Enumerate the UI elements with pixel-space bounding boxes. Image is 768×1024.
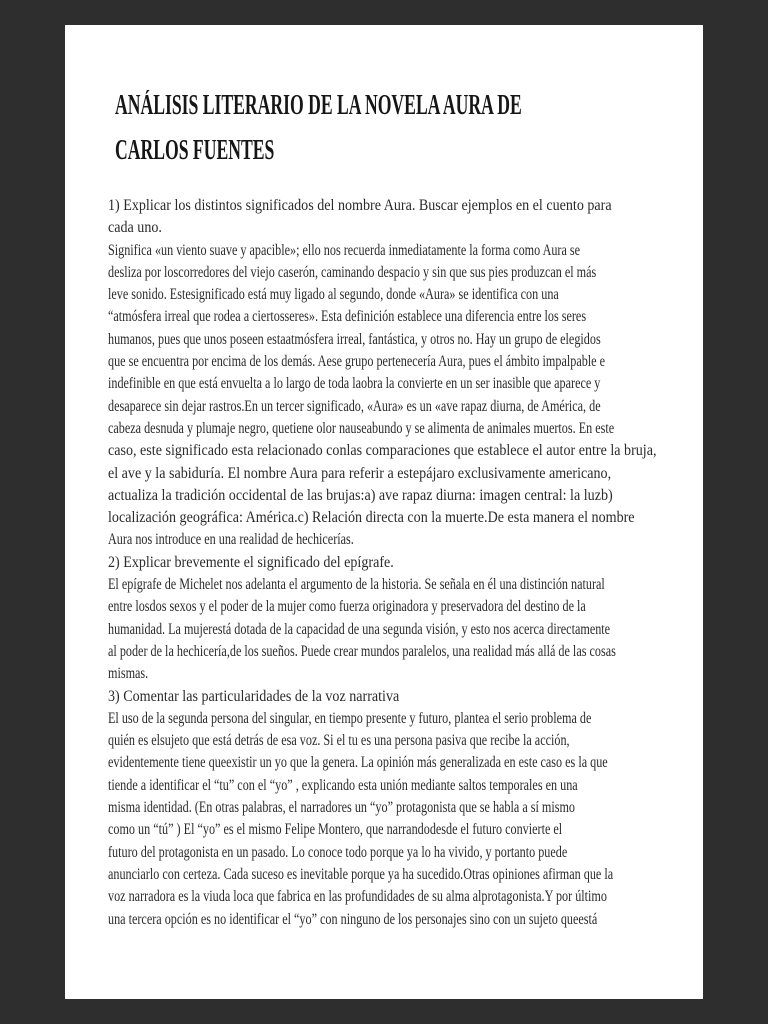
text-line: Significa «un viento suave y apacible»; ello nos recuerda inmediatamente la forma como Aura se [108,241,581,259]
document-title-line-2: CARLOS FUENTES [115,135,275,166]
text-line: futuro del protagonista en un pasado. Lo conoce todo porque ya lo ha vivido, y portanto puede [108,843,568,861]
text-line: humanidad. La mujerestá dotada de la capacidad de una segunda visión, y esto nos acerca directamente [108,620,611,638]
text-line: evidentemente tiene queexistir un yo que la genera. La opinión más generalizada en este caso es la que [108,754,608,772]
text-line: anunciarlo con certeza. Cada suceso es inevitable porque ya ha sucedido.Otras opiniones afirman que la [108,865,614,883]
text-line: el ave y la sabiduría. El nombre Aura para referir a estepájaro exclusivamente americano, [108,464,612,482]
text-line: 1) Explicar los distintos significados del nombre Aura. Buscar ejemplos en el cuento para [108,197,612,214]
text-line: localización geográfica: América.c) Relación directa con la muerte.De esta manera el nombre [108,509,635,527]
text-line: misma identidad. (En otras palabras, el narradores un “yo” protagonista que se habla a sí mismo [108,799,576,817]
text-line: tiende a identificar el “tu” con el “yo” , explicando esta unión mediante saltos temporales en una [108,776,578,794]
text-line: El uso de la segunda persona del singular, en tiempo presente y futuro, plantea el serio problema de [108,709,592,727]
text-line: voz narradora es la viuda loca que fabrica en las profundidades de su alma alprotagonista.Y por último [108,888,607,906]
text-line: mismas. [108,665,149,683]
text-line: desaparece sin dejar rastros.En un tercer significado, «Aura» es un «ave rapaz diurna, de América, de [108,397,601,415]
document-title-line-1: ANÁLISIS LITERARIO DE LA NOVELA AURA DE [115,90,522,121]
text-line: como un “tú” ) El “yo” es el mismo Felipe Montero, que narrandodesde el futuro convierte el [108,821,563,839]
text-line: actualiza la tradición occidental de las brujas:a) ave rapaz diurna: imagen central: la luzb) [108,486,613,504]
document-body [108,195,668,931]
text-line: 2) Explicar brevemente el significado del epígrafe. [108,553,394,571]
text-line: “atmósfera irreal que rodea a ciertosseres». Esta definición establece una diferencia entre los seres [108,308,587,326]
text-line: El epígrafe de Michelet nos adelanta el argumento de la historia. Se señala en él una distinción natural [108,576,605,594]
text-line: cada uno. [108,219,162,237]
text-line: caso, este significado esta relacionado conlas comparaciones que establece el autor entre la bruja, [108,442,657,460]
text-line: quién es elsujeto que está detrás de esa voz. Si el tu es una persona pasiva que recibe la acción, [108,732,570,750]
text-line: una tercera opción es no identificar el “yo” con ninguno de los personajes sino con un sujeto queestá [108,910,598,928]
text-line: entre losdos sexos y el poder de la mujer como fuerza originadora y preservadora del destino de la [108,598,586,616]
text-line: cabeza desnuda y plumaje negro, quetiene olor nauseabundo y se alimenta de animales muertos. En este [108,419,615,437]
text-line: que se encuentra por encima de los demás. Aese grupo pertenecería Aura, pues el ámbito impalpable e [108,353,606,371]
document-page [65,25,703,999]
text-line: leve sonido. Estesignificado está muy ligado al segundo, donde «Aura» se identifica con una [108,286,559,304]
text-line: desliza por loscorredores del viejo caserón, caminando despacio y sin que sus pies produzcan el más [108,263,597,281]
text-line: 3) Comentar las particularidades de la voz narrativa [108,687,400,705]
text-line: Aura nos introduce en una realidad de hechicerías. [108,531,354,549]
text-line: al poder de la hechicería,de los sueños. Puede crear mundos paralelos, una realidad más allá de las cosas [108,642,616,660]
text-line: humanos, pues que unos poseen estaatmósfera irreal, fantástica, y otros no. Hay un grupo de elegidos [108,330,601,348]
text-line: indefinible en que está envuelta a lo largo de toda laobra la convierte en un ser inasible que aparece y [108,375,601,393]
